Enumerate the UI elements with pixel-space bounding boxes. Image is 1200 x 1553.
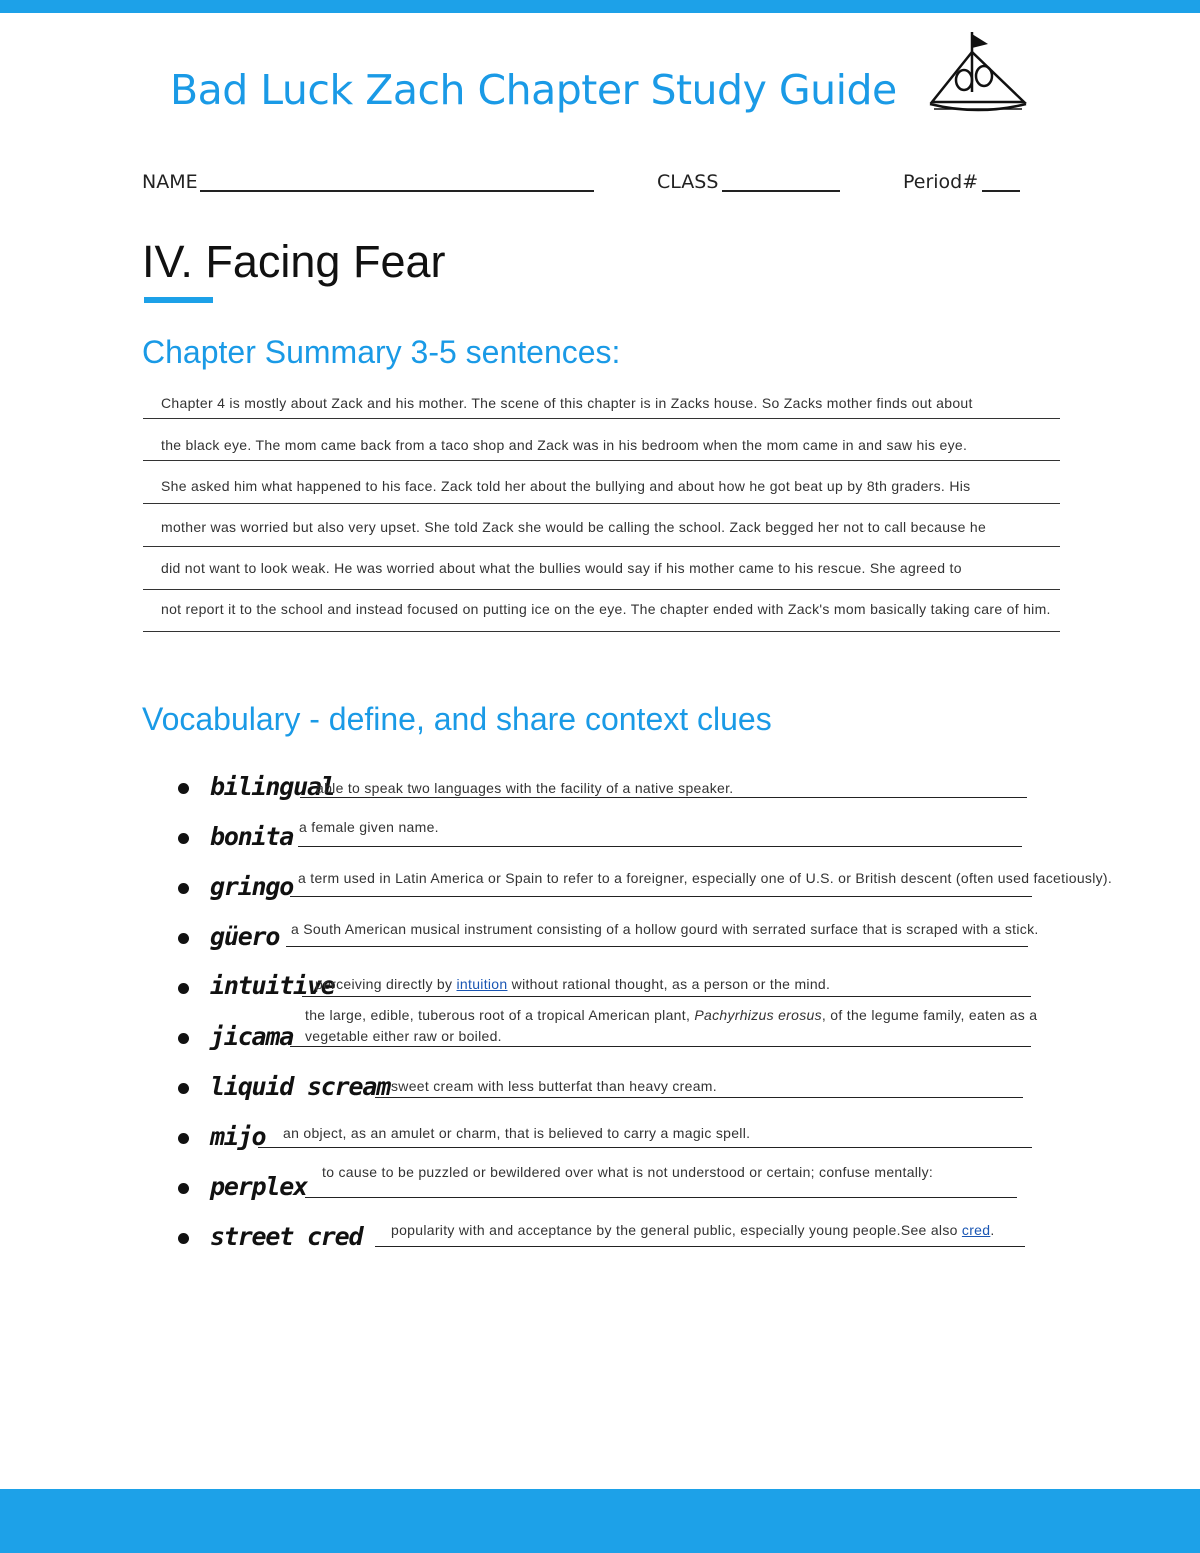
- summary-rule: [143, 503, 1060, 504]
- intuition-link[interactable]: intuition: [456, 976, 508, 992]
- vocab-word: güero: [210, 922, 280, 951]
- summary-text-line: Chapter 4 is mostly about Zack and his mother. The scene of this chapter is in Zacks house. So Zacks mother finds out about: [161, 395, 973, 411]
- heading-accent-rule: [144, 297, 213, 303]
- summary-heading: Chapter Summary 3-5 sentences:: [142, 334, 621, 370]
- bullet-icon: [178, 783, 189, 794]
- summary-rule: [143, 418, 1060, 419]
- summary-text-line: did not want to look weak. He was worried about what the bullies would say if his mother came to his rescue. She agreed to: [161, 560, 962, 576]
- name-label: NAME: [142, 171, 198, 193]
- name-field[interactable]: [200, 190, 594, 192]
- summary-text-line: mother was worried but also very upset. She told Zack she would be calling the school. Zack begged her not to call because he: [161, 519, 987, 535]
- summary-rule: [143, 589, 1060, 590]
- vocab-word: bonita: [210, 822, 294, 851]
- summary-rule: [143, 460, 1060, 461]
- bullet-icon: [178, 833, 189, 844]
- vocab-answer-line: [286, 946, 1028, 947]
- vocab-word: jicama: [210, 1022, 294, 1051]
- bullet-icon: [178, 1033, 189, 1044]
- bullet-icon: [178, 1183, 189, 1194]
- vocab-answer-line: [302, 996, 1031, 997]
- vocab-word: bilingual: [210, 772, 335, 801]
- bullet-icon: [178, 883, 189, 894]
- vocab-definition[interactable]: perceiving directly by intuition without rational thought, as a person or the mind.: [315, 976, 831, 992]
- vocab-answer-line: [375, 1246, 1025, 1247]
- vocab-definition[interactable]: able to speak two languages with the facility of a native speaker.: [316, 780, 734, 796]
- vocab-answer-line: [305, 1197, 1017, 1198]
- sailboat-logo-icon: [928, 30, 1028, 114]
- summary-rule: [143, 546, 1060, 547]
- bullet-icon: [178, 983, 189, 994]
- top-accent-bar: [0, 0, 1200, 13]
- summary-text-line: She asked him what happened to his face. Zack told her about the bullying and about how he got beat up by 8th graders. His: [161, 478, 971, 494]
- summary-text-line: not report it to the school and instead focused on putting ice on the eye. The chapter ended with Zack's mom basically taking care of him.: [161, 601, 1051, 617]
- vocab-heading: Vocabulary - define, and share context clues: [142, 701, 772, 737]
- cred-link[interactable]: cred: [961, 1222, 991, 1238]
- vocab-answer-line: [298, 846, 1022, 847]
- vocab-answer-line: [375, 1097, 1023, 1098]
- vocab-word: street cred: [210, 1222, 363, 1251]
- summary-rule: [143, 631, 1060, 632]
- vocab-definition[interactable]: a female given name.: [299, 819, 439, 835]
- vocab-answer-line: [290, 896, 1032, 897]
- vocab-definition[interactable]: popularity with and acceptance by the general public, especially young people.See also cred.: [391, 1222, 995, 1238]
- summary-text-line: the black eye. The mom came back from a taco shop and Zack was in his bedroom when the mom came in and saw his eye.: [161, 437, 968, 453]
- section-heading: IV. Facing Fear: [142, 236, 446, 287]
- vocab-definition[interactable]: sweet cream with less butterfat than heavy cream.: [391, 1078, 717, 1094]
- document-title: Bad Luck Zach Chapter Study Guide: [170, 66, 897, 114]
- period-label: Period#: [903, 171, 979, 193]
- vocab-word: mijo: [210, 1122, 266, 1151]
- vocab-definition[interactable]: the large, edible, tuberous root of a tropical American plant, Pachyrhizus erosus, of the legume family, eaten as a: [305, 1007, 1038, 1023]
- vocab-definition[interactable]: a South American musical instrument consisting of a hollow gourd with serrated surface that is scraped with a stick.: [291, 921, 1039, 937]
- vocab-word: perplex: [210, 1172, 307, 1201]
- bullet-icon: [178, 933, 189, 944]
- bullet-icon: [178, 1233, 189, 1244]
- period-field[interactable]: [982, 190, 1020, 192]
- vocab-definition[interactable]: a term used in Latin America or Spain to refer to a foreigner, especially one of U.S. or British descent (often used facetiously).: [298, 870, 1113, 886]
- vocab-definition-continued[interactable]: vegetable either raw or boiled.: [305, 1028, 502, 1044]
- vocab-definition[interactable]: an object, as an amulet or charm, that is believed to carry a magic spell.: [283, 1125, 751, 1141]
- vocab-definition[interactable]: to cause to be puzzled or bewildered over what is not understood or certain; confuse mentally:: [322, 1164, 934, 1180]
- vocab-word: gringo: [210, 872, 294, 901]
- bottom-accent-bar: [0, 1489, 1200, 1553]
- class-field[interactable]: [722, 190, 840, 192]
- bullet-icon: [178, 1133, 189, 1144]
- vocab-answer-line: [258, 1147, 1032, 1148]
- vocab-word: liquid scream: [210, 1072, 391, 1101]
- class-label: CLASS: [657, 171, 719, 193]
- bullet-icon: [178, 1083, 189, 1094]
- vocab-word: intuitive: [210, 971, 335, 1000]
